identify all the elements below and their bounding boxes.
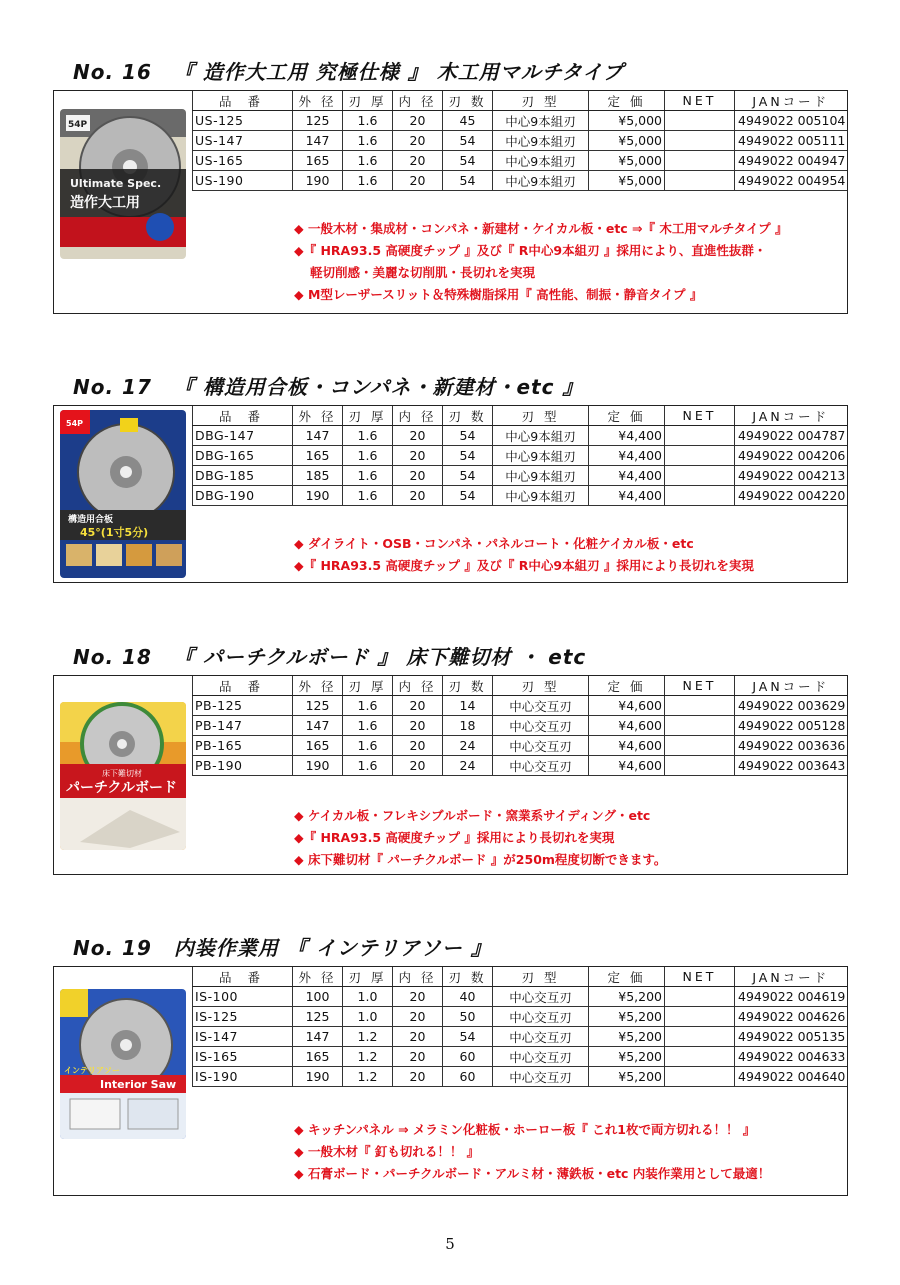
section-title: No. 16 『 造作大工用 究極仕様 』 木工用マルチタイプ	[73, 60, 624, 84]
product-box	[53, 966, 848, 1196]
feature-item: ◆『 HRA93.5 高硬度チップ 』及び『 R中心9本組刃 』採用により長切れを実現	[294, 558, 754, 573]
photo-badge: 54P	[66, 419, 83, 428]
table-row: PB-125 125 1.6 20 14 中心交互刃 ¥4,600 4949022 003629	[193, 696, 847, 716]
spec-table	[192, 406, 847, 506]
page-number: 5	[445, 1235, 455, 1253]
product-photo	[60, 989, 186, 1139]
saw-package-image	[60, 109, 186, 259]
feature-item: ◆ 一般木材『 釘も切れる！！ 』	[294, 1144, 480, 1159]
photo-sub: 構造用合板	[68, 515, 114, 525]
photo-badge: 54P	[68, 120, 88, 130]
table-row: US-125 125 1.6 20 45 中心9本組刃 ¥5,000 4949022 005104	[193, 111, 847, 131]
feature-item: ◆ 一般木材・集成材・コンパネ・新建材・ケイカル板・etc ⇒『 木工用マルチタイプ 』	[294, 221, 788, 236]
product-box	[53, 675, 848, 875]
table-row: IS-147 147 1.2 20 54 中心交互刃 ¥5,200 4949022 005135	[193, 1027, 847, 1047]
table-row: PB-147 147 1.6 20 18 中心交互刃 ¥4,600 4949022 005128	[193, 716, 847, 736]
photo-sub: 造作大工用	[70, 195, 140, 211]
section-title: No. 17 『 構造用合板・コンパネ・新建材・etc 』	[73, 375, 584, 399]
product-photo	[60, 410, 186, 578]
feature-item: ◆ ケイカル板・フレキシブルボード・窯業系サイディング・etc	[294, 808, 651, 823]
table-row: IS-190 190 1.2 20 60 中心交互刃 ¥5,200 4949022 004640	[193, 1067, 847, 1087]
saw-package-image	[60, 989, 186, 1139]
saw-package-image	[60, 702, 186, 850]
product-box	[53, 90, 848, 314]
feature-item: ◆ 石膏ボード・パーチクルボード・アルミ材・薄鉄板・etc 内装作業用として最適！	[294, 1166, 771, 1181]
feature-list	[294, 218, 787, 306]
spec-table	[192, 967, 847, 1087]
spec-table	[192, 676, 847, 776]
table-row: DBG-185 185 1.6 20 54 中心9本組刃 ¥4,400 4949022 004213	[193, 466, 847, 486]
product-photo	[60, 109, 186, 259]
table-header-row: 品 番 外 径 刃 厚 内 径 刃 数 刃 型 定 価 NET JANコード	[193, 91, 847, 111]
feature-item: 軽切削感・美麗な切削肌・長切れを実現	[310, 265, 536, 280]
feature-list	[294, 1119, 770, 1185]
table-row: DBG-165 165 1.6 20 54 中心9本組刃 ¥4,400 4949022 004206	[193, 446, 847, 466]
product-photo	[60, 702, 186, 850]
feature-item: ◆『 HRA93.5 高硬度チップ 』採用により長切れを実現	[294, 830, 615, 845]
feature-item: ◆『 HRA93.5 高硬度チップ 』及び『 R中心9本組刃 』採用により、直進性抜群・	[294, 243, 767, 258]
feature-list	[294, 533, 754, 577]
photo-sub: 床下難切材	[102, 769, 142, 778]
feature-list	[294, 805, 666, 871]
table-row: US-190 190 1.6 20 54 中心9本組刃 ¥5,000 4949022 004954	[193, 171, 847, 191]
table-header-row: 品 番 外 径 刃 厚 内 径 刃 数 刃 型 定 価 NET JANコード	[193, 406, 847, 426]
photo-label: 45°(1寸5分)	[80, 526, 149, 539]
table-row: PB-165 165 1.6 20 24 中心交互刃 ¥4,600 4949022 003636	[193, 736, 847, 756]
photo-label: パーチクルボード	[66, 780, 178, 796]
feature-item: ◆ M型レーザースリット＆特殊樹脂採用『 高性能、制振・静音タイプ 』	[294, 287, 703, 302]
section-title: No. 18 『 パーチクルボード 』 床下難切材 ・ etc	[73, 645, 587, 669]
table-row: US-165 165 1.6 20 54 中心9本組刃 ¥5,000 4949022 004947	[193, 151, 847, 171]
table-row: IS-100 100 1.0 20 40 中心交互刃 ¥5,200 4949022 004619	[193, 987, 847, 1007]
photo-label: Ultimate Spec.	[70, 177, 162, 190]
table-row: PB-190 190 1.6 20 24 中心交互刃 ¥4,600 4949022 003643	[193, 756, 847, 776]
table-row: DBG-190 190 1.6 20 54 中心9本組刃 ¥4,400 4949022 004220	[193, 486, 847, 506]
saw-package-image	[60, 410, 186, 578]
feature-item: ◆ 床下難切材『 パーチクルボード 』が250m程度切断できます。	[294, 852, 667, 867]
table-header-row: 品 番 外 径 刃 厚 内 径 刃 数 刃 型 定 価 NET JANコード	[193, 676, 847, 696]
section-title: No. 19 内装作業用 『 インテリアソー 』	[73, 936, 492, 960]
table-row: DBG-147 147 1.6 20 54 中心9本組刃 ¥4,400 4949022 004787	[193, 426, 847, 446]
feature-item: ◆ ダイライト・OSB・コンパネ・パネルコート・化粧ケイカル板・etc	[294, 536, 694, 551]
spec-table	[192, 91, 847, 191]
table-header-row: 品 番 外 径 刃 厚 内 径 刃 数 刃 型 定 価 NET JANコード	[193, 967, 847, 987]
product-box	[53, 405, 848, 583]
table-row: IS-125 125 1.0 20 50 中心交互刃 ¥5,200 4949022 004626	[193, 1007, 847, 1027]
table-row: US-147 147 1.6 20 54 中心9本組刃 ¥5,000 4949022 005111	[193, 131, 847, 151]
table-row: IS-165 165 1.2 20 60 中心交互刃 ¥5,200 4949022 004633	[193, 1047, 847, 1067]
photo-sub: インテリアソー	[64, 1066, 120, 1075]
feature-item: ◆ キッチンパネル ⇒ メラミン化粧板・ホーロー板『 これ1枚で両方切れる！！ 』	[294, 1122, 756, 1137]
photo-label: Interior Saw	[100, 1078, 177, 1091]
